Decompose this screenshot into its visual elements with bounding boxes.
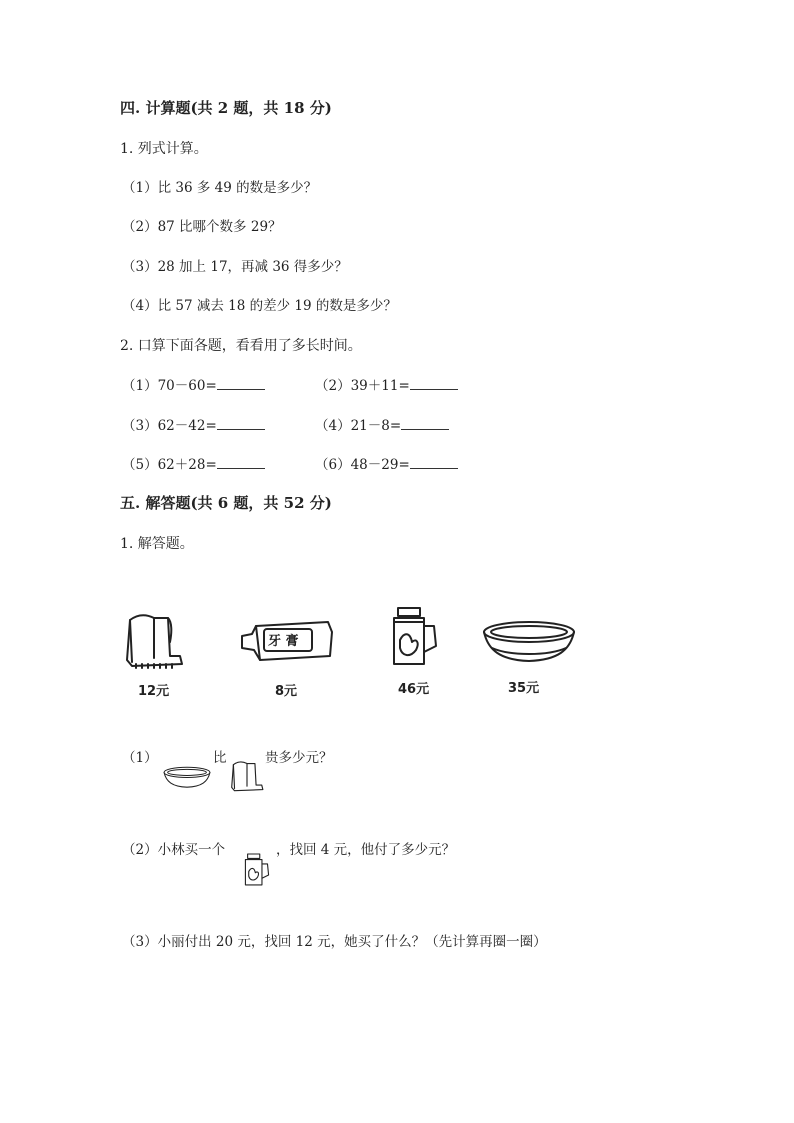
answer-blank[interactable] bbox=[217, 454, 265, 469]
calc-item: （4）21－8= bbox=[315, 414, 449, 434]
basin-icon bbox=[162, 765, 212, 791]
answer-blank[interactable] bbox=[217, 415, 265, 430]
q1-item: （1）比 36 多 49 的数是多少？ bbox=[122, 180, 318, 196]
sub1-number: （1） bbox=[122, 750, 158, 766]
sub2-rest: ，找回 4 元，他付了多少元？ bbox=[276, 842, 456, 858]
sub3-text: （3）小丽付出 20 元，找回 12 元，她买了什么？（先计算再圈一圈） bbox=[122, 934, 547, 950]
towel-price: 12元 bbox=[138, 684, 170, 699]
calc-item: （6）48－29= bbox=[315, 453, 458, 473]
thermos-price: 46元 bbox=[398, 682, 430, 697]
sub1-rest: 贵多少元？ bbox=[265, 750, 333, 766]
q1-item: （3）28 加上 17，再减 36 得多少？ bbox=[122, 259, 348, 275]
calc-item: （3）62－42= bbox=[122, 414, 265, 434]
section5-title: 五. 解答题(共 6 题，共 52 分) bbox=[120, 494, 332, 512]
sub1-compare: 比 bbox=[213, 750, 227, 766]
q1-item: （2）87 比哪个数多 29？ bbox=[122, 219, 282, 235]
q1-item: （4）比 57 减去 18 的差少 19 的数是多少？ bbox=[122, 298, 397, 314]
q2-title: 2. 口算下面各题，看看用了多长时间。 bbox=[120, 338, 362, 354]
answer-blank[interactable] bbox=[217, 375, 265, 390]
thermos-icon bbox=[386, 606, 444, 668]
sub2-prefix: （2）小林买一个 bbox=[122, 842, 226, 858]
toothpaste-label: 牙 膏 bbox=[268, 634, 299, 649]
calc-item: （2）39＋11= bbox=[315, 374, 458, 394]
answer-blank[interactable] bbox=[401, 415, 449, 430]
answer-blank[interactable] bbox=[410, 454, 458, 469]
basin-price: 35元 bbox=[508, 681, 540, 696]
calc-item: （1）70－60= bbox=[122, 374, 265, 394]
towel-icon bbox=[124, 612, 184, 668]
basin-icon bbox=[480, 620, 578, 666]
toothpaste-price: 8元 bbox=[275, 684, 298, 699]
section4-title: 四. 计算题(共 2 题，共 18 分) bbox=[120, 99, 332, 117]
q1-title: 1. 列式计算。 bbox=[120, 141, 208, 157]
s5-q1-title: 1. 解答题。 bbox=[120, 536, 194, 552]
answer-blank[interactable] bbox=[410, 375, 458, 390]
towel-icon bbox=[230, 760, 264, 792]
thermos-icon bbox=[241, 852, 273, 888]
calc-item: （5）62＋28= bbox=[122, 453, 265, 473]
